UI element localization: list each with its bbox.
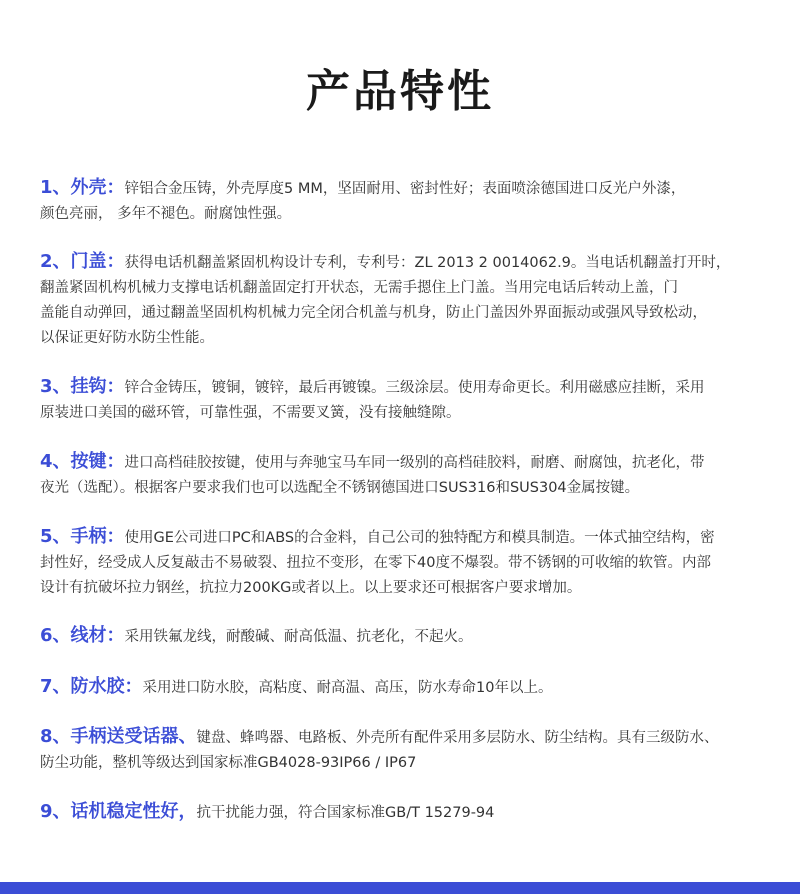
- feature-line: [40, 623, 780, 650]
- feature-label: 8、手柄送受话器、: [40, 726, 197, 747]
- feature-label: 2、门盖：: [40, 251, 125, 272]
- feature-item: [40, 799, 780, 826]
- feature-line: 防尘功能，整机等级达到国家标准GB4028-93IP66 / IP67: [40, 755, 417, 771]
- feature-line: [40, 799, 780, 826]
- feature-item: [40, 249, 780, 351]
- feature-item: [40, 175, 780, 227]
- bottom-accent-bar: [0, 882, 800, 894]
- feature-text: 进口高档硅胶按键，使用与奔驰宝马车同一级别的高档硅胶料，耐磨、耐腐蚀，抗老化，带: [124, 455, 705, 471]
- feature-label: 9、话机稳定性好，: [40, 801, 197, 822]
- feature-line: [40, 674, 780, 701]
- feature-item: [40, 374, 780, 426]
- feature-line: 盖能自动弹回，通过翻盖坚固机构机械力完全闭合机盖与机身，防止门盖因外界面振动或强风导致松动，: [40, 305, 707, 321]
- feature-line: [40, 175, 780, 202]
- feature-label: 4、按键：: [40, 451, 125, 472]
- feature-text: 锌铝合金压铸，外壳厚度5 MM，坚固耐用、密封性好；表面喷涂德国进口反光户外漆，: [124, 181, 686, 197]
- feature-line: 封性好，经受成人反复敲击不易破裂、扭拉不变形，在零下40度不爆裂。带不锈钢的可收缩的软管。内部: [40, 555, 711, 571]
- feature-text: 键盘、蜂鸣器、电路板、外壳所有配件采用多层防水、防尘结构。具有三级防水、: [196, 730, 719, 746]
- feature-line: 翻盖紧固机构机械力支撑电话机翻盖固定打开状态，无需手摁住上门盖。当用完电话后转动上盖，门: [40, 280, 678, 296]
- feature-text: 采用铁氟龙线，耐酸碱、耐高低温、抗老化，不起火。: [124, 629, 473, 645]
- feature-line: [40, 724, 780, 751]
- feature-line: 以保证更好防水防尘性能。: [40, 330, 214, 346]
- feature-line: [40, 249, 780, 276]
- feature-item: [40, 724, 780, 776]
- feature-item: [40, 623, 780, 650]
- feature-label: 7、防水胶：: [40, 676, 143, 697]
- feature-line: 设计有抗破坏拉力钢丝，抗拉力200KG或者以上。以上要求还可根据客户要求增加。: [40, 580, 582, 596]
- feature-label: 6、线材：: [40, 625, 125, 646]
- feature-label: 5、手柄：: [40, 526, 125, 547]
- feature-line: 颜色亮丽， 多年不褪色。耐腐蚀性强。: [40, 206, 292, 222]
- feature-line: [40, 374, 780, 401]
- feature-label: 1、外壳：: [40, 177, 125, 198]
- feature-line: 夜光（选配）。根据客户要求我们也可以选配全不锈钢德国进口SUS316和SUS304金属按键。: [40, 480, 640, 496]
- feature-text: 获得电话机翻盖紧固机构设计专利，专利号：ZL 2013 2 0014062.9。当电话机翻盖打开时，: [124, 255, 731, 271]
- feature-item: [40, 524, 780, 601]
- feature-line: 原装进口美国的磁环管，可靠性强，不需要叉簧，没有接触缝隙。: [40, 405, 461, 421]
- feature-item: [40, 674, 780, 701]
- feature-item: [40, 449, 780, 501]
- feature-text: 抗干扰能力强，符合国家标准GB/T 15279-94: [196, 805, 495, 821]
- feature-label: 3、挂钩：: [40, 376, 125, 397]
- feature-text: 使用GE公司进口PC和ABS的合金料，自己公司的独特配方和模具制造。一体式抽空结构，密: [124, 530, 715, 546]
- feature-line: [40, 449, 780, 476]
- feature-text: 锌合金铸压，镀铜，镀锌，最后再镀镍。三级涂层。使用寿命更长。利用磁感应挂断，采用: [124, 380, 705, 396]
- feature-line: [40, 524, 780, 551]
- page-title: 产品特性: [306, 66, 494, 117]
- feature-text: 采用进口防水胶，高粘度、耐高温、高压，防水寿命10年以上。: [142, 680, 553, 696]
